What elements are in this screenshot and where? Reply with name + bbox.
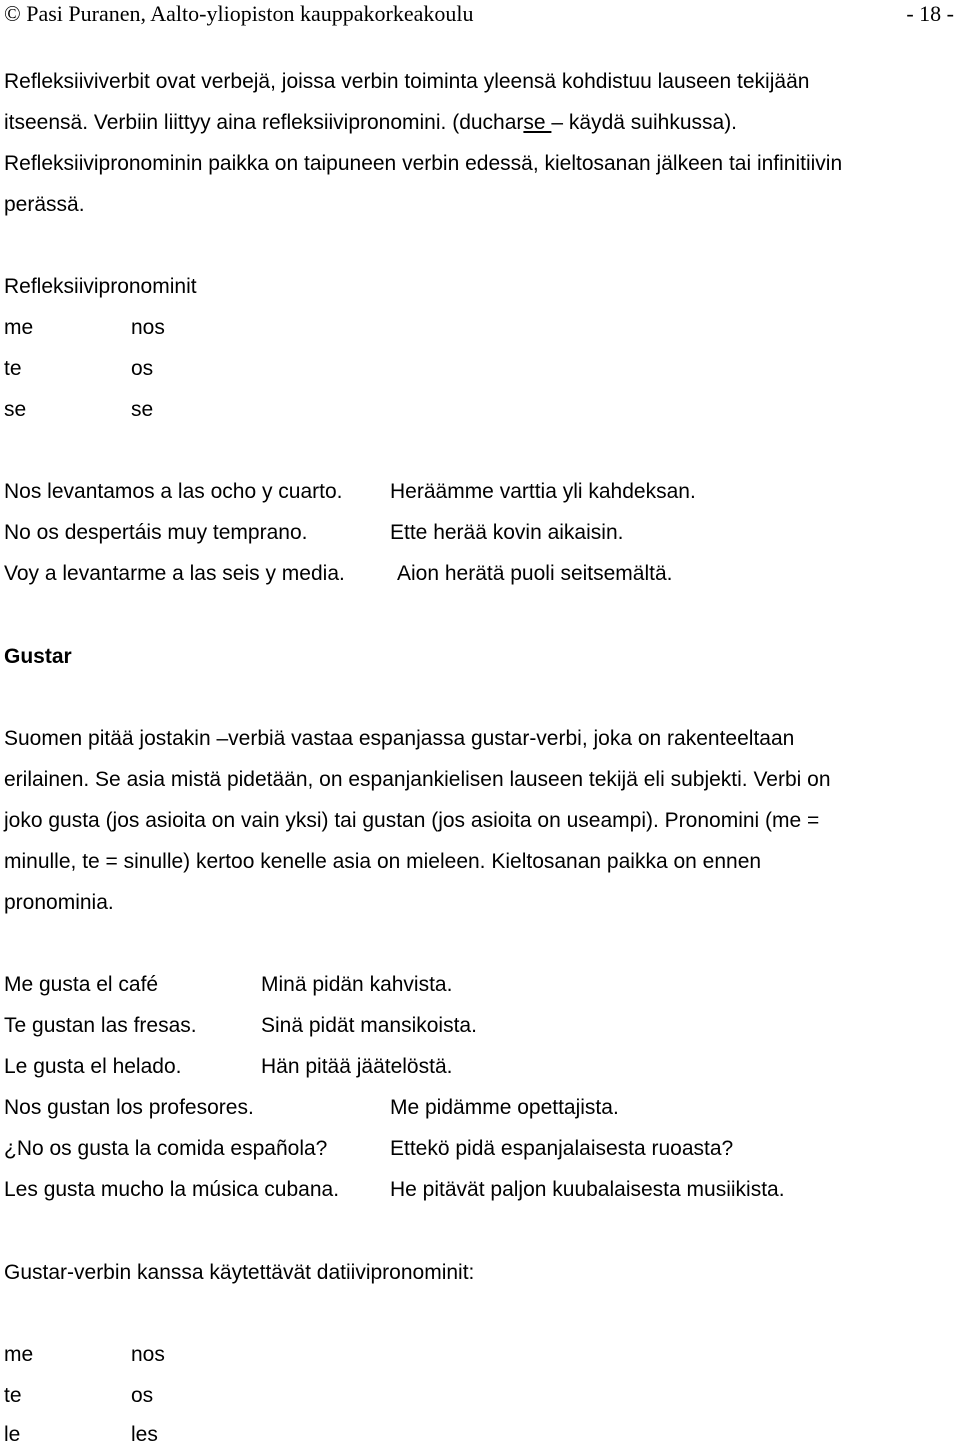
example-finnish: Hän pitää jäätelöstä.	[261, 1055, 453, 1078]
pronoun-singular: te	[4, 357, 22, 380]
example-spanish: Les gusta mucho la música cubana.	[4, 1178, 340, 1201]
example-finnish: Aion herätä puoli seitsemältä.	[397, 562, 673, 585]
example-spanish: Me gusta el café	[4, 973, 159, 996]
dative-heading: Gustar-verbin kanssa käytettävät datiivipronominit:	[4, 1261, 475, 1284]
example-spanish: Nos gustan los profesores.	[4, 1096, 254, 1119]
example-spanish: Voy a levantarme a las seis y media.	[4, 562, 345, 585]
intro-underlined-se: se	[523, 111, 552, 134]
example-finnish: Minä pidän kahvista.	[261, 973, 453, 996]
example-spanish: ¿No os gusta la comida española?	[4, 1137, 328, 1160]
header-author: © Pasi Puranen, Aalto-yliopiston kauppakorkeakoulu	[4, 1, 474, 26]
intro-line-2	[4, 111, 737, 135]
pronoun-singular: se	[4, 398, 27, 421]
example-finnish: Heräämme varttia yli kahdeksan.	[390, 480, 696, 503]
dative-pronoun-plural: les	[131, 1423, 158, 1446]
reflexive-row	[4, 316, 33, 340]
gustar-paragraph-line: joko gusta (jos asioita on vain yksi) tai gustan (jos asioita on useampi). Pronomini (me =	[4, 809, 820, 832]
pronoun-plural: os	[131, 357, 154, 380]
gustar-paragraph-line: minulle, te = sinulle) kertoo kenelle asia on mieleen. Kieltosanan paikka on ennen	[4, 850, 762, 873]
example-finnish: He pitävät paljon kuubalaisesta musiikista.	[390, 1178, 785, 1201]
intro-line-2-text: itseensä. Verbiin liittyy aina refleksiivipronomini. (duchar	[4, 111, 524, 134]
dative-pronoun-plural: nos	[131, 1343, 165, 1366]
page-number: - 18 -	[906, 1, 954, 26]
example-finnish: Sinä pidät mansikoista.	[261, 1014, 477, 1037]
gustar-paragraph-line: Suomen pitää jostakin –verbiä vastaa espanjassa gustar-verbi, joka on rakenteeltaan	[4, 727, 795, 750]
gustar-paragraph-line: pronominia.	[4, 891, 114, 914]
intro-line-1: Refleksiiviverbit ovat verbejä, joissa verbin toiminta yleensä kohdistuu lauseen tekijään	[4, 70, 810, 93]
dative-pronoun-singular: le	[4, 1423, 21, 1446]
example-spanish: No os despertáis muy temprano.	[4, 521, 308, 544]
example-finnish: Me pidämme opettajista.	[390, 1096, 619, 1119]
pronoun-plural: nos	[131, 316, 165, 339]
pronoun-plural: se	[131, 398, 154, 421]
example-finnish: Ettekö pidä espanjalaisesta ruoasta?	[390, 1137, 734, 1160]
intro-line-3: Refleksiivipronominin paikka on taipuneen verbin edessä, kieltosanan jälkeen tai infinitiivin	[4, 152, 843, 175]
page-header	[4, 1, 954, 29]
dative-pronoun-plural: os	[131, 1384, 154, 1407]
reflexive-heading: Refleksiivipronominit	[4, 275, 197, 298]
dative-pronoun-singular: me	[4, 1343, 34, 1366]
gustar-heading: Gustar	[4, 645, 72, 668]
gustar-paragraph-line: erilainen. Se asia mistä pidetään, on espanjankielisen lauseen tekijä eli subjekti. Verbi on	[4, 768, 831, 791]
intro-line-4: perässä.	[4, 193, 85, 216]
intro-line-2-tail: – käydä suihkussa).	[551, 111, 738, 134]
pronoun-singular: me	[4, 316, 34, 339]
reflexive-row	[4, 398, 26, 422]
example-spanish: Le gusta el helado.	[4, 1055, 182, 1078]
example-spanish: Nos levantamos a las ocho y cuarto.	[4, 480, 343, 503]
dative-pronoun-singular: te	[4, 1384, 22, 1407]
example-finnish: Ette herää kovin aikaisin.	[390, 521, 624, 544]
reflexive-row	[4, 357, 22, 381]
example-spanish: Te gustan las fresas.	[4, 1014, 197, 1037]
